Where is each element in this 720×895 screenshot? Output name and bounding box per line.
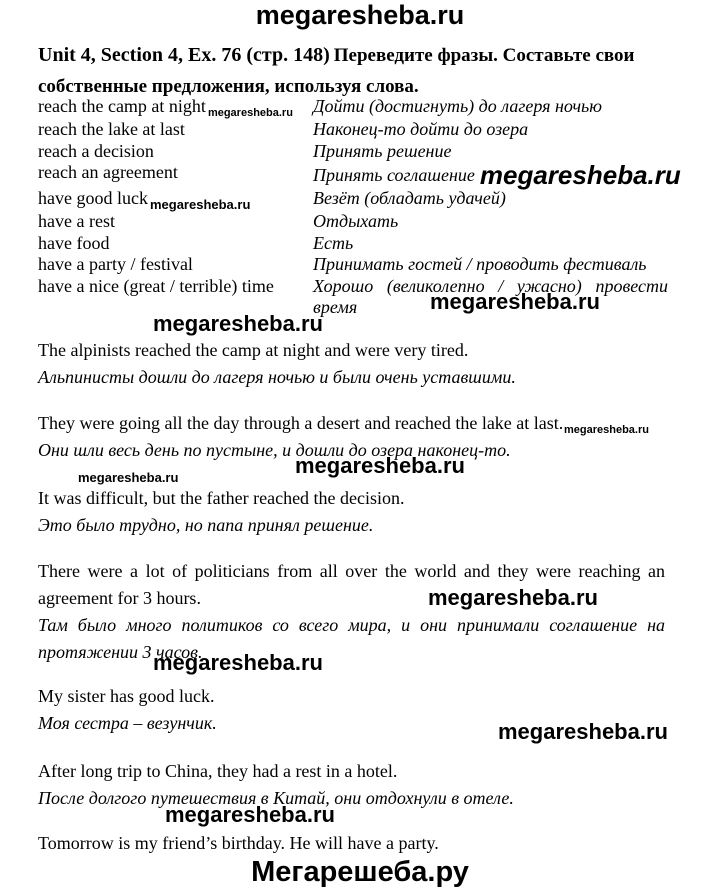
footer-brand: Мегарешеба.ру bbox=[251, 856, 469, 888]
site-watermark: megaresheba.ru bbox=[149, 197, 251, 212]
phrase-ru: Наконец-то дойти до озера bbox=[313, 119, 529, 139]
sentence-en: It was difficult, but the father reached the decision. bbox=[38, 488, 405, 508]
sentence-pair bbox=[38, 410, 665, 464]
site-watermark: megaresheba.ru bbox=[428, 585, 598, 610]
site-watermark: megaresheba.ru bbox=[498, 719, 668, 744]
phrase-row bbox=[38, 211, 668, 233]
site-watermark: megaresheba.ru bbox=[153, 650, 323, 675]
sentence-pair bbox=[38, 485, 665, 539]
phrase-en: have a nice (great / terrible) time bbox=[38, 275, 274, 296]
sentence-ru: После долгого путешествия в Китай, они отдохнули в отеле. bbox=[38, 788, 514, 808]
sentence-en: My sister has good luck. bbox=[38, 686, 215, 706]
sentence-pair bbox=[38, 558, 665, 666]
sentence-en: The alpinists reached the camp at night and were very tired. bbox=[38, 340, 469, 360]
sentence-pair bbox=[38, 758, 665, 812]
sentence-ru: Это было трудно, но папа принял решение. bbox=[38, 515, 374, 535]
phrase-en: have food bbox=[38, 232, 110, 253]
exercise-instruction: Переведите фразы. Составьте свои собственные предложения, используя слова. bbox=[38, 45, 635, 97]
sentence-en: They were going all the day through a desert and reached the lake at last. bbox=[38, 413, 564, 433]
sentence-en: There were a lot of politicians from all over the world and they were reaching an agreement for 3 hours. bbox=[38, 561, 665, 608]
sentence-ru: Альпинисты дошли до лагеря ночью и были очень уставшими. bbox=[38, 367, 516, 387]
sentence-en: Tomorrow is my friend’s birthday. He will have a party. bbox=[38, 833, 439, 853]
exercise-reference: Unit 4, Section 4, Ex. 76 (стр. 148) bbox=[38, 44, 330, 66]
phrase-en bbox=[38, 188, 313, 211]
phrase-row bbox=[38, 254, 668, 276]
site-watermark: megaresheba.ru bbox=[430, 289, 600, 314]
phrase-ru: Отдыхать bbox=[313, 211, 399, 231]
phrase-ru bbox=[313, 162, 681, 188]
phrase-en: reach the lake at last bbox=[38, 119, 185, 139]
phrase-ru: Везёт (обладать удачей) bbox=[313, 188, 506, 208]
phrase-en-text: have good luck bbox=[38, 188, 148, 208]
sentence-pair bbox=[38, 337, 665, 391]
phrase-en: have a rest bbox=[38, 211, 115, 231]
sentence-pair bbox=[38, 683, 665, 737]
phrase-row bbox=[38, 233, 668, 255]
site-watermark: megaresheba.ru bbox=[564, 424, 649, 436]
site-watermark: megaresheba.ru bbox=[78, 470, 179, 485]
phrase-ru: Хорошо (великолепно / ужасно) провести время bbox=[313, 275, 668, 317]
sentence-ru: Моя сестра – везунчик. bbox=[38, 713, 217, 733]
phrase-table bbox=[38, 96, 681, 319]
site-watermark: megaresheba.ru bbox=[165, 802, 335, 827]
site-watermark: megaresheba.ru bbox=[255, 0, 465, 30]
phrase-en-text: reach the camp at night bbox=[38, 96, 206, 116]
phrase-row bbox=[38, 160, 681, 190]
phrase-en: reach an agreement bbox=[38, 162, 178, 182]
sentence-en: After long trip to China, they had a rest in a hotel. bbox=[38, 761, 398, 781]
phrase-ru: Есть bbox=[313, 232, 354, 253]
sentence-ru: Они шли весь день по пустыне, и дошли до озера наконец-то. bbox=[38, 440, 511, 460]
phrase-ru: Принять решение bbox=[313, 140, 452, 161]
site-watermark: megaresheba.ru bbox=[479, 160, 681, 190]
site-watermark: megaresheba.ru bbox=[153, 311, 323, 336]
sentence-pair bbox=[38, 830, 665, 857]
phrase-en: have a party / festival bbox=[38, 254, 193, 274]
phrase-row bbox=[38, 96, 668, 119]
phrase-ru: Принимать гостей / проводить фестиваль bbox=[313, 254, 647, 274]
sentence-ru: Там было много политиков со всего мира, и они принимали соглашение на протяжении 3 часов. bbox=[38, 615, 665, 662]
phrase-row bbox=[38, 188, 668, 211]
phrase-row bbox=[38, 119, 668, 141]
phrase-en: reach a decision bbox=[38, 140, 154, 161]
phrase-row bbox=[38, 141, 668, 163]
phrase-ru: Дойти (достигнуть) до лагеря ночью bbox=[313, 96, 602, 116]
site-watermark: megaresheba.ru bbox=[207, 107, 293, 119]
site-watermark: megaresheba.ru bbox=[295, 453, 465, 478]
exercise-title bbox=[38, 40, 688, 103]
phrase-en bbox=[38, 96, 313, 119]
phrase-ru-text: Принять соглашение bbox=[313, 165, 475, 185]
